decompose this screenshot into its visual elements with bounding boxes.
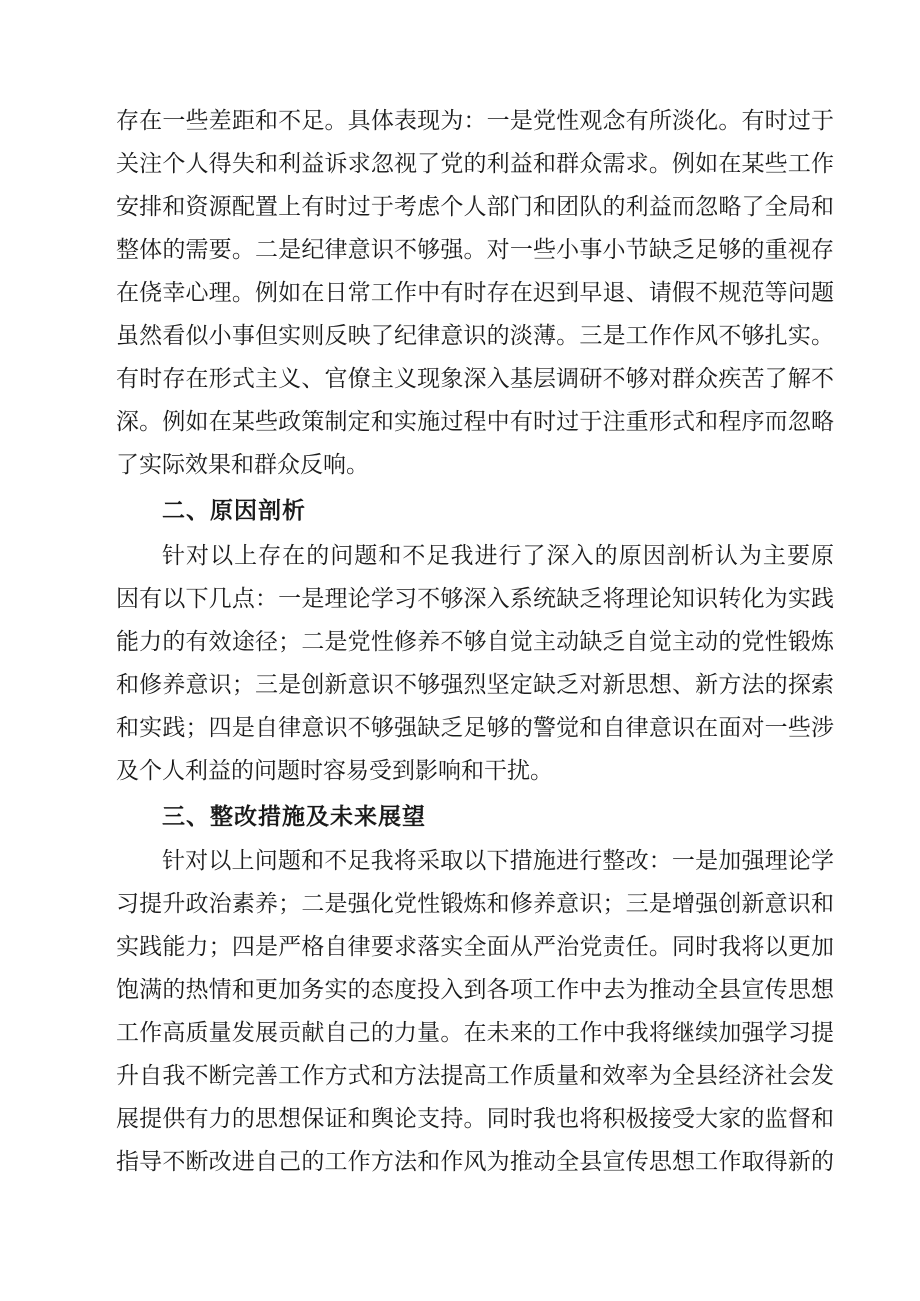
paragraph-line: 习提升政治素养；二是强化党性锻炼和修养意识；三是增强创新意识和 — [116, 891, 834, 917]
paragraph-line: 工作高质量发展贡献自己的力量。在未来的工作中我将继续加强学习提 — [116, 1020, 834, 1046]
paragraph-line: 整体的需要。二是纪律意识不够强。对一些小事小节缺乏足够的重视存 — [116, 237, 834, 263]
paragraph-line: 能力的有效途径；二是党性修养不够自觉主动缺乏自觉主动的党性锻炼 — [116, 629, 834, 655]
paragraph-line: 及个人利益的问题时容易受到影响和干扰。 — [116, 758, 553, 784]
paragraph-line: 深。例如在某些政策制定和实施过程中有时过于注重形式和程序而忽略 — [116, 409, 834, 435]
paragraph-line: 在侥幸心理。例如在日常工作中有时存在迟到早退、请假不规范等问题 — [116, 280, 834, 306]
section-heading: 二、原因剖析 — [162, 498, 306, 524]
paragraph-line: 安排和资源配置上有时过于考虑个人部门和团队的利益而忽略了全局和 — [116, 194, 834, 220]
section-heading: 三、整改措施及未来展望 — [162, 804, 426, 830]
paragraph-line: 展提供有力的思想保证和舆论支持。同时我也将积极接受大家的监督和 — [116, 1106, 834, 1132]
paragraph-line: 升自我不断完善工作方式和方法提高工作质量和效率为全县经济社会发 — [116, 1063, 834, 1089]
paragraph-line: 饱满的热情和更加务实的态度投入到各项工作中去为推动全县宣传思想 — [116, 977, 834, 1003]
paragraph-line: 针对以上问题和不足我将采取以下措施进行整改：一是加强理论学 — [162, 848, 834, 874]
paragraph-line: 针对以上存在的问题和不足我进行了深入的原因剖析认为主要原 — [162, 543, 834, 569]
paragraph-line: 存在一些差距和不足。具体表现为：一是党性观念有所淡化。有时过于 — [116, 108, 834, 134]
paragraph-line: 因有以下几点：一是理论学习不够深入系统缺乏将理论知识转化为实践 — [116, 586, 834, 612]
paragraph-line: 和实践；四是自律意识不够强缺乏足够的警觉和自律意识在面对一些涉 — [116, 715, 834, 741]
paragraph-line: 指导不断改进自己的工作方法和作风为推动全县宣传思想工作取得新的 — [116, 1149, 834, 1175]
paragraph-line: 虽然看似小事但实则反映了纪律意识的淡薄。三是工作作风不够扎实。 — [116, 323, 834, 349]
paragraph-line: 有时存在形式主义、官僚主义现象深入基层调研不够对群众疾苦了解不 — [116, 366, 834, 392]
paragraph-line: 关注个人得失和利益诉求忽视了党的利益和群众需求。例如在某些工作 — [116, 151, 834, 177]
paragraph-line: 和修养意识；三是创新意识不够强烈坚定缺乏对新思想、新方法的探索 — [116, 672, 834, 698]
paragraph-line: 了实际效果和群众反响。 — [116, 452, 369, 478]
paragraph-line: 实践能力；四是严格自律要求落实全面从严治党责任。同时我将以更加 — [116, 934, 834, 960]
